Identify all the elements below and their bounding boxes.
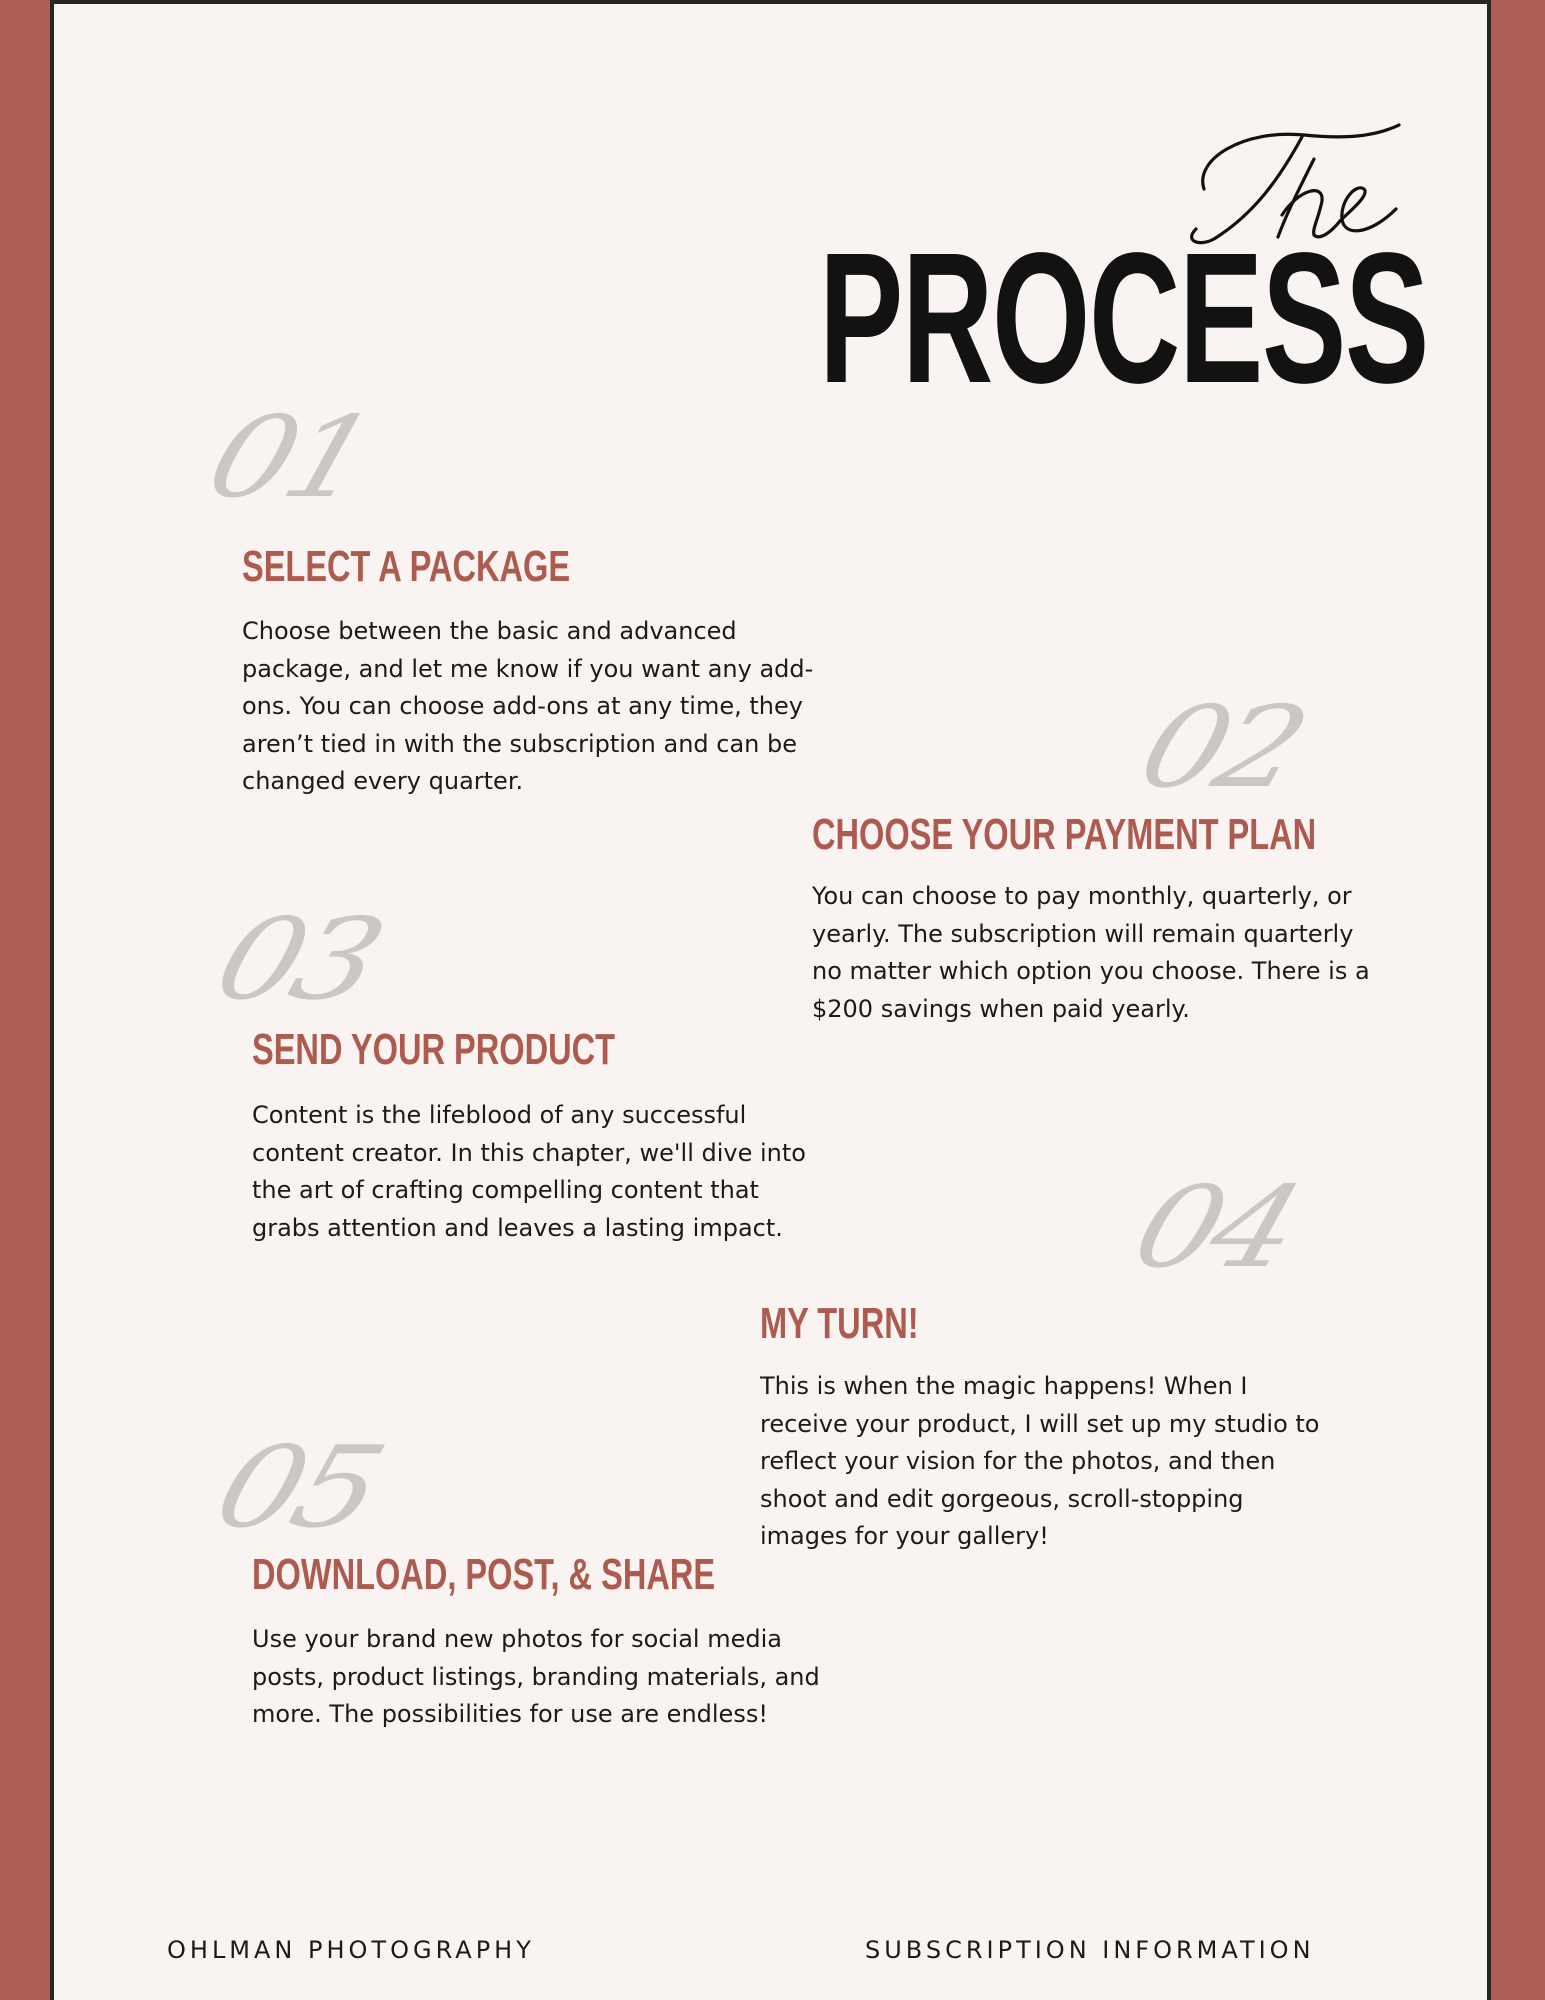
step-number-05: 05 (200, 1423, 394, 1553)
step-body-download-post-share: Use your brand new photos for social media posts, product listings, branding materials, and more. The possibilities for use are endless! (252, 1625, 820, 1728)
step-number-02: 02 (1124, 683, 1318, 813)
step-body-select-package: Choose between the basic and advanced package, and let me know if you want any add-ons. You can choose add-ons at any time, they aren’t tied in with the subscription and can be changed every quarter. (242, 617, 814, 795)
step-heading-my-turn: MY TURN! (760, 1299, 919, 1348)
step-body-my-turn: This is when the magic happens! When I receive your product, I will set up my studio to reflect your vision for the photos, and then shoot and edit gorgeous, scroll-stopping images for your gallery! (760, 1372, 1320, 1550)
step-heading-payment-plan: CHOOSE YOUR PAYMENT PLAN (812, 810, 1317, 859)
page (50, 0, 1491, 2000)
footer-brand: OHLMAN PHOTOGRAPHY (167, 1936, 535, 1964)
step-heading-select-package: SELECT A PACKAGE (242, 542, 571, 591)
step-number-01: 01 (192, 393, 386, 523)
step-number-04: 04 (1118, 1163, 1312, 1293)
step-body-send-product: Content is the lifeblood of any successful content creator. In this chapter, we'll dive into the art of crafting compelling content that grabs attention and leaves a lasting impact. (252, 1101, 806, 1242)
page-title: PROCESS (819, 215, 1428, 422)
step-heading-download-post-share: DOWNLOAD, POST, & SHARE (252, 1550, 716, 1599)
step-body-payment-plan: You can choose to pay monthly, quarterly, or yearly. The subscription will remain quarterly no matter which option you choose. There is a $200 savings when paid yearly. (812, 882, 1370, 1023)
footer-document-label: SUBSCRIPTION INFORMATION (865, 1936, 1315, 1964)
step-heading-send-product: SEND YOUR PRODUCT (252, 1025, 616, 1074)
step-number-03: 03 (200, 895, 394, 1025)
